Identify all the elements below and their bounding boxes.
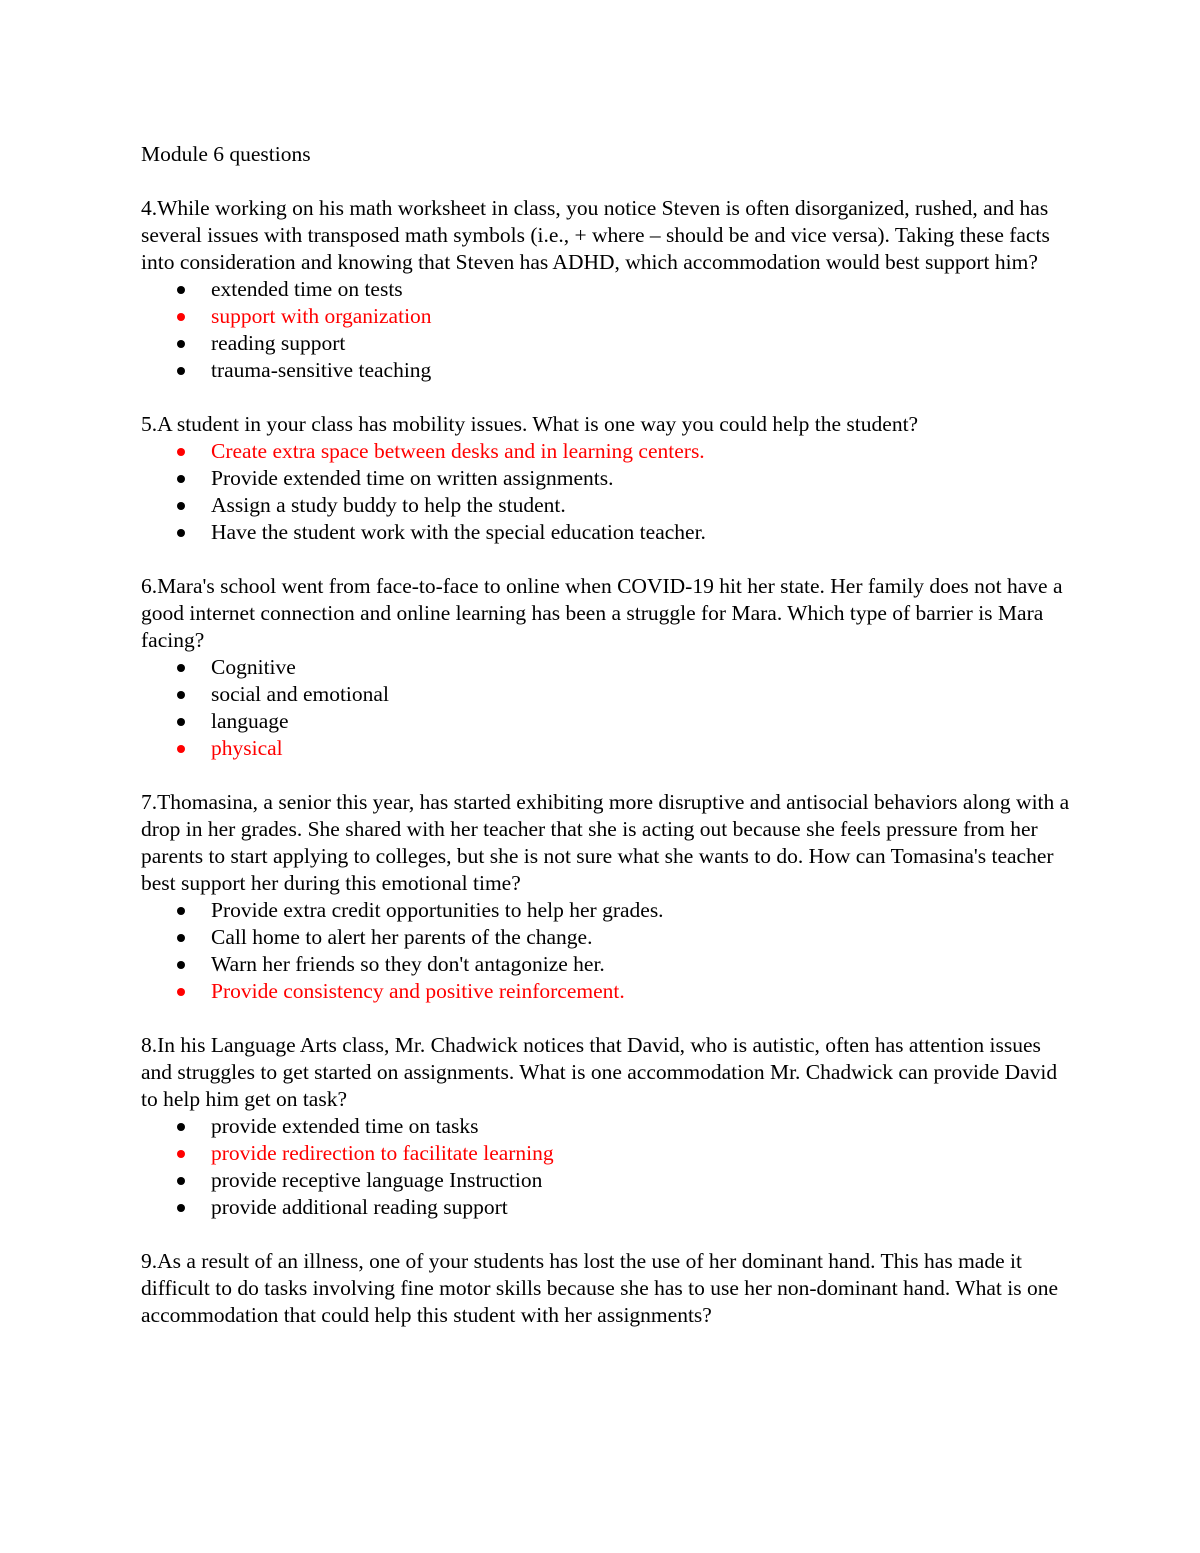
answer-option-label: social and emotional [211, 682, 389, 706]
answer-option-correct [141, 735, 1071, 762]
answer-option-label: Provide consistency and positive reinforcement. [211, 979, 625, 1003]
answer-option-correct [141, 303, 1071, 330]
answer-option [141, 492, 1071, 519]
question-block [141, 1032, 1071, 1221]
bullet-icon [177, 340, 185, 348]
bullet-icon [177, 502, 185, 510]
bullet-icon [177, 961, 185, 969]
question-prompt: In his Language Arts class, Mr. Chadwick notices that David, who is autistic, often has attention issues and struggles to get started on assignments. What is one accommodation Mr. Chadwick can provide David to help him get on task? [141, 1033, 1058, 1111]
question-prompt: While working on his math worksheet in class, you notice Steven is often disorganized, rushed, and has several issues with transposed math symbols (i.e., + where – should be and vice versa). Taking these facts into consideration and knowing that Steven has ADHD, which accommodation would best support him? [141, 196, 1050, 274]
answer-option [141, 1194, 1071, 1221]
answer-option [141, 897, 1071, 924]
question-number: 4. [141, 196, 158, 220]
answer-option [141, 654, 1071, 681]
bullet-icon [177, 1150, 185, 1158]
answer-option [141, 276, 1071, 303]
answer-option [141, 1167, 1071, 1194]
bullet-icon [177, 286, 185, 294]
answer-option-label: trauma-sensitive teaching [211, 358, 432, 382]
document-title: Module 6 questions [141, 142, 311, 166]
answer-option [141, 519, 1071, 546]
answer-option-label: Create extra space between desks and in learning centers. [211, 439, 705, 463]
question-number: 6. [141, 574, 158, 598]
answer-option [141, 465, 1071, 492]
question-text [141, 1032, 1071, 1113]
question-block [141, 789, 1071, 1005]
question-prompt: Thomasina, a senior this year, has started exhibiting more disruptive and antisocial behaviors along with a drop in her grades. She shared with her teacher that she is acting out because she feels pressure from her parents to start applying to colleges, but she is not sure what she wants to do. How can Tomasina's teacher best support her during this emotional time? [141, 790, 1070, 895]
bullet-icon [177, 934, 185, 942]
answer-option-label: support with organization [211, 304, 432, 328]
bullet-icon [177, 988, 185, 996]
answer-option [141, 951, 1071, 978]
answer-option-label: Cognitive [211, 655, 296, 679]
question-number: 5. [141, 412, 158, 436]
answer-option-label: provide redirection to facilitate learning [211, 1141, 554, 1165]
answer-option [141, 330, 1071, 357]
answer-options [141, 438, 1071, 546]
bullet-icon [177, 1204, 185, 1212]
answer-options [141, 654, 1071, 762]
question-number: 9. [141, 1249, 158, 1273]
question-text [141, 573, 1071, 654]
question-text [141, 1248, 1071, 1329]
answer-options [141, 276, 1071, 384]
question-list [141, 195, 1071, 1329]
question-block [141, 573, 1071, 762]
answer-option-label: Call home to alert her parents of the change. [211, 925, 593, 949]
answer-option [141, 357, 1071, 384]
bullet-icon [177, 313, 185, 321]
question-number: 7. [141, 790, 158, 814]
answer-option-correct [141, 1140, 1071, 1167]
bullet-icon [177, 475, 185, 483]
question-block [141, 195, 1071, 384]
answer-option-label: language [211, 709, 289, 733]
question-text [141, 411, 1071, 438]
answer-option-correct [141, 438, 1071, 465]
bullet-icon [177, 745, 185, 753]
bullet-icon [177, 664, 185, 672]
question-prompt: As a result of an illness, one of your students has lost the use of her dominant hand. This has made it difficult to do tasks involving fine motor skills because she has to use her non-dominant hand. What is one accommodation that could help this student with her assignments? [141, 1249, 1058, 1327]
bullet-icon [177, 718, 185, 726]
bullet-icon [177, 907, 185, 915]
question-text [141, 195, 1071, 276]
answer-option [141, 681, 1071, 708]
answer-option-label: reading support [211, 331, 346, 355]
answer-option-label: Provide extended time on written assignments. [211, 466, 614, 490]
answer-option-correct [141, 978, 1071, 1005]
question-number: 8. [141, 1033, 158, 1057]
bullet-icon [177, 367, 185, 375]
question-block [141, 411, 1071, 546]
answer-option-label: physical [211, 736, 283, 760]
bullet-icon [177, 448, 185, 456]
document-page [141, 141, 1071, 1356]
answer-options [141, 897, 1071, 1005]
answer-option [141, 708, 1071, 735]
answer-option [141, 924, 1071, 951]
question-prompt: Mara's school went from face-to-face to online when COVID-19 hit her state. Her family does not have a good internet connection and online learning has been a struggle for Mara. Which type of barrier is Mara facing? [141, 574, 1063, 652]
answer-option [141, 1113, 1071, 1140]
answer-option-label: provide receptive language Instruction [211, 1168, 543, 1192]
bullet-icon [177, 529, 185, 537]
bullet-icon [177, 1123, 185, 1131]
answer-option-label: Have the student work with the special education teacher. [211, 520, 706, 544]
question-prompt: A student in your class has mobility issues. What is one way you could help the student? [157, 412, 919, 436]
answer-option-label: Warn her friends so they don't antagonize her. [211, 952, 605, 976]
question-block [141, 1248, 1071, 1329]
answer-options [141, 1113, 1071, 1221]
answer-option-label: extended time on tests [211, 277, 403, 301]
answer-option-label: provide additional reading support [211, 1195, 508, 1219]
answer-option-label: Assign a study buddy to help the student. [211, 493, 566, 517]
answer-option-label: Provide extra credit opportunities to help her grades. [211, 898, 664, 922]
bullet-icon [177, 691, 185, 699]
bullet-icon [177, 1177, 185, 1185]
question-text [141, 789, 1071, 897]
answer-option-label: provide extended time on tasks [211, 1114, 479, 1138]
